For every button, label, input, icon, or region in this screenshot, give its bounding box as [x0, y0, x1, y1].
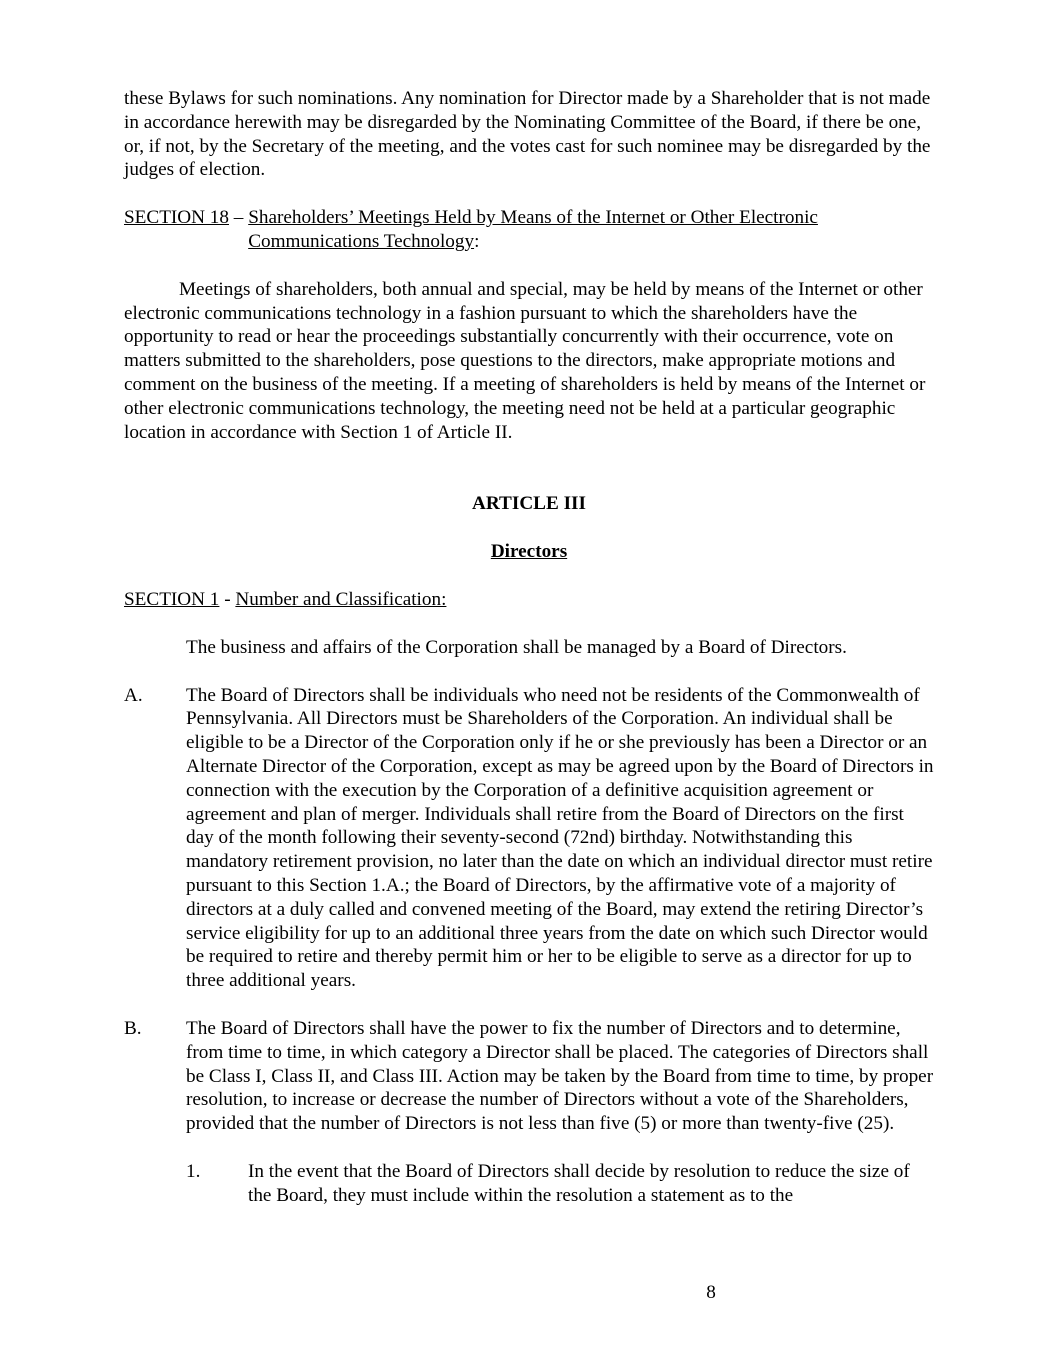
section-18-heading	[124, 206, 934, 254]
section-18-colon: :	[474, 230, 480, 252]
section-1-heading	[124, 588, 934, 612]
continuation-paragraph: these Bylaws for such nominations. Any nomination for Director made by a Shareholder that is not made in accordance herewith may be disregarded by the Nominating Committee of the Board, if there be one, or, if not, by the Secretary of the meeting, and the votes cast for such nominee may be disregarded by the judges of election.	[124, 88, 931, 181]
list-item-a	[124, 684, 934, 993]
section-1-label: SECTION 1	[124, 588, 220, 610]
article-heading: ARTICLE III	[472, 493, 586, 515]
section-18-label: SECTION 18	[124, 207, 229, 229]
sub-item-text: In the event that the Board of Directors shall decide by resolution to reduce the size of the Board, they must include within the resolution a statement as to the	[248, 1160, 910, 1206]
section-18-body: Meetings of shareholders, both annual and special, may be held by means of the Internet or other electronic communications technology in a fashion pursuant to which the shareholders have the opportunity to read or hear the proceedings substantially concurrently with their occurrence, vote on matters submitted to the shareholders, pose questions to the directors, make appropriate motions and comment on the business of the meeting. If a meeting of shareholders is held by means of the Internet or other electronic communications technology, the meeting need not be held at a particular geographic location in accordance with Section 1 of Article II.	[124, 278, 926, 443]
list-item-text: The Board of Directors shall be individuals who need not be residents of the Commonwealth of Pennsylvania. All Directors must be Shareholders of the Corporation. An individual shall be eligible to be a Director of the Corporation only if he or she previously has been a Director or an Alternate Director of the Corporation, except as may be agreed upon by the Board of Directors in connection with the execution by the Corporation of a definitive acquisition agreement or agreement and plan of merger. Individuals shall retire from the Board of Directors on the first day of the month following their seventy-second (72nd) birthday. Notwithstanding this mandatory retirement provision, no later than the date on which an individual director must retire pursuant to this Section 1.A.; the Board of Directors, by the affirmative vote of a majority of directors at a duly called and convened meeting of the Board, may extend the retiring Director’s service eligibility for up to an additional three years from the date on which such Director would be required to retire and thereby permit him or her to be eligible to serve as a director for up to three additional years.	[186, 684, 934, 992]
section-18-title: Shareholders’ Meetings Held by Means of the Internet or Other Electronic Communications Technology	[248, 207, 818, 252]
list-item-text: The Board of Directors shall have the power to fix the number of Directors and to determine, from time to time, in which category a Director shall be placed. The categories of Directors shall be Class I, Class II, and Class III. Action may be taken by the Board from time to time, by proper resolution, to increase or decrease the number of Directors without a vote of the Shareholders, provided that the number of Directors is not less than five (5) or more than twenty-five (25).	[186, 1017, 934, 1135]
section-18-separator: –	[229, 207, 249, 229]
section-1-title: Number and Classification:	[235, 588, 447, 610]
list-item-marker: A.	[124, 684, 143, 706]
page-number: 8	[706, 1282, 716, 1303]
sub-item-marker: 1.	[186, 1160, 201, 1182]
list-item-marker: B.	[124, 1017, 142, 1039]
list-item-b	[124, 1017, 934, 1136]
article-subheading: Directors	[490, 541, 568, 563]
sub-item-1	[186, 1160, 934, 1208]
section-1-separator: -	[219, 588, 236, 610]
section-1-intro: The business and affairs of the Corporation shall be managed by a Board of Directors.	[186, 636, 847, 658]
document-page	[124, 87, 934, 1207]
